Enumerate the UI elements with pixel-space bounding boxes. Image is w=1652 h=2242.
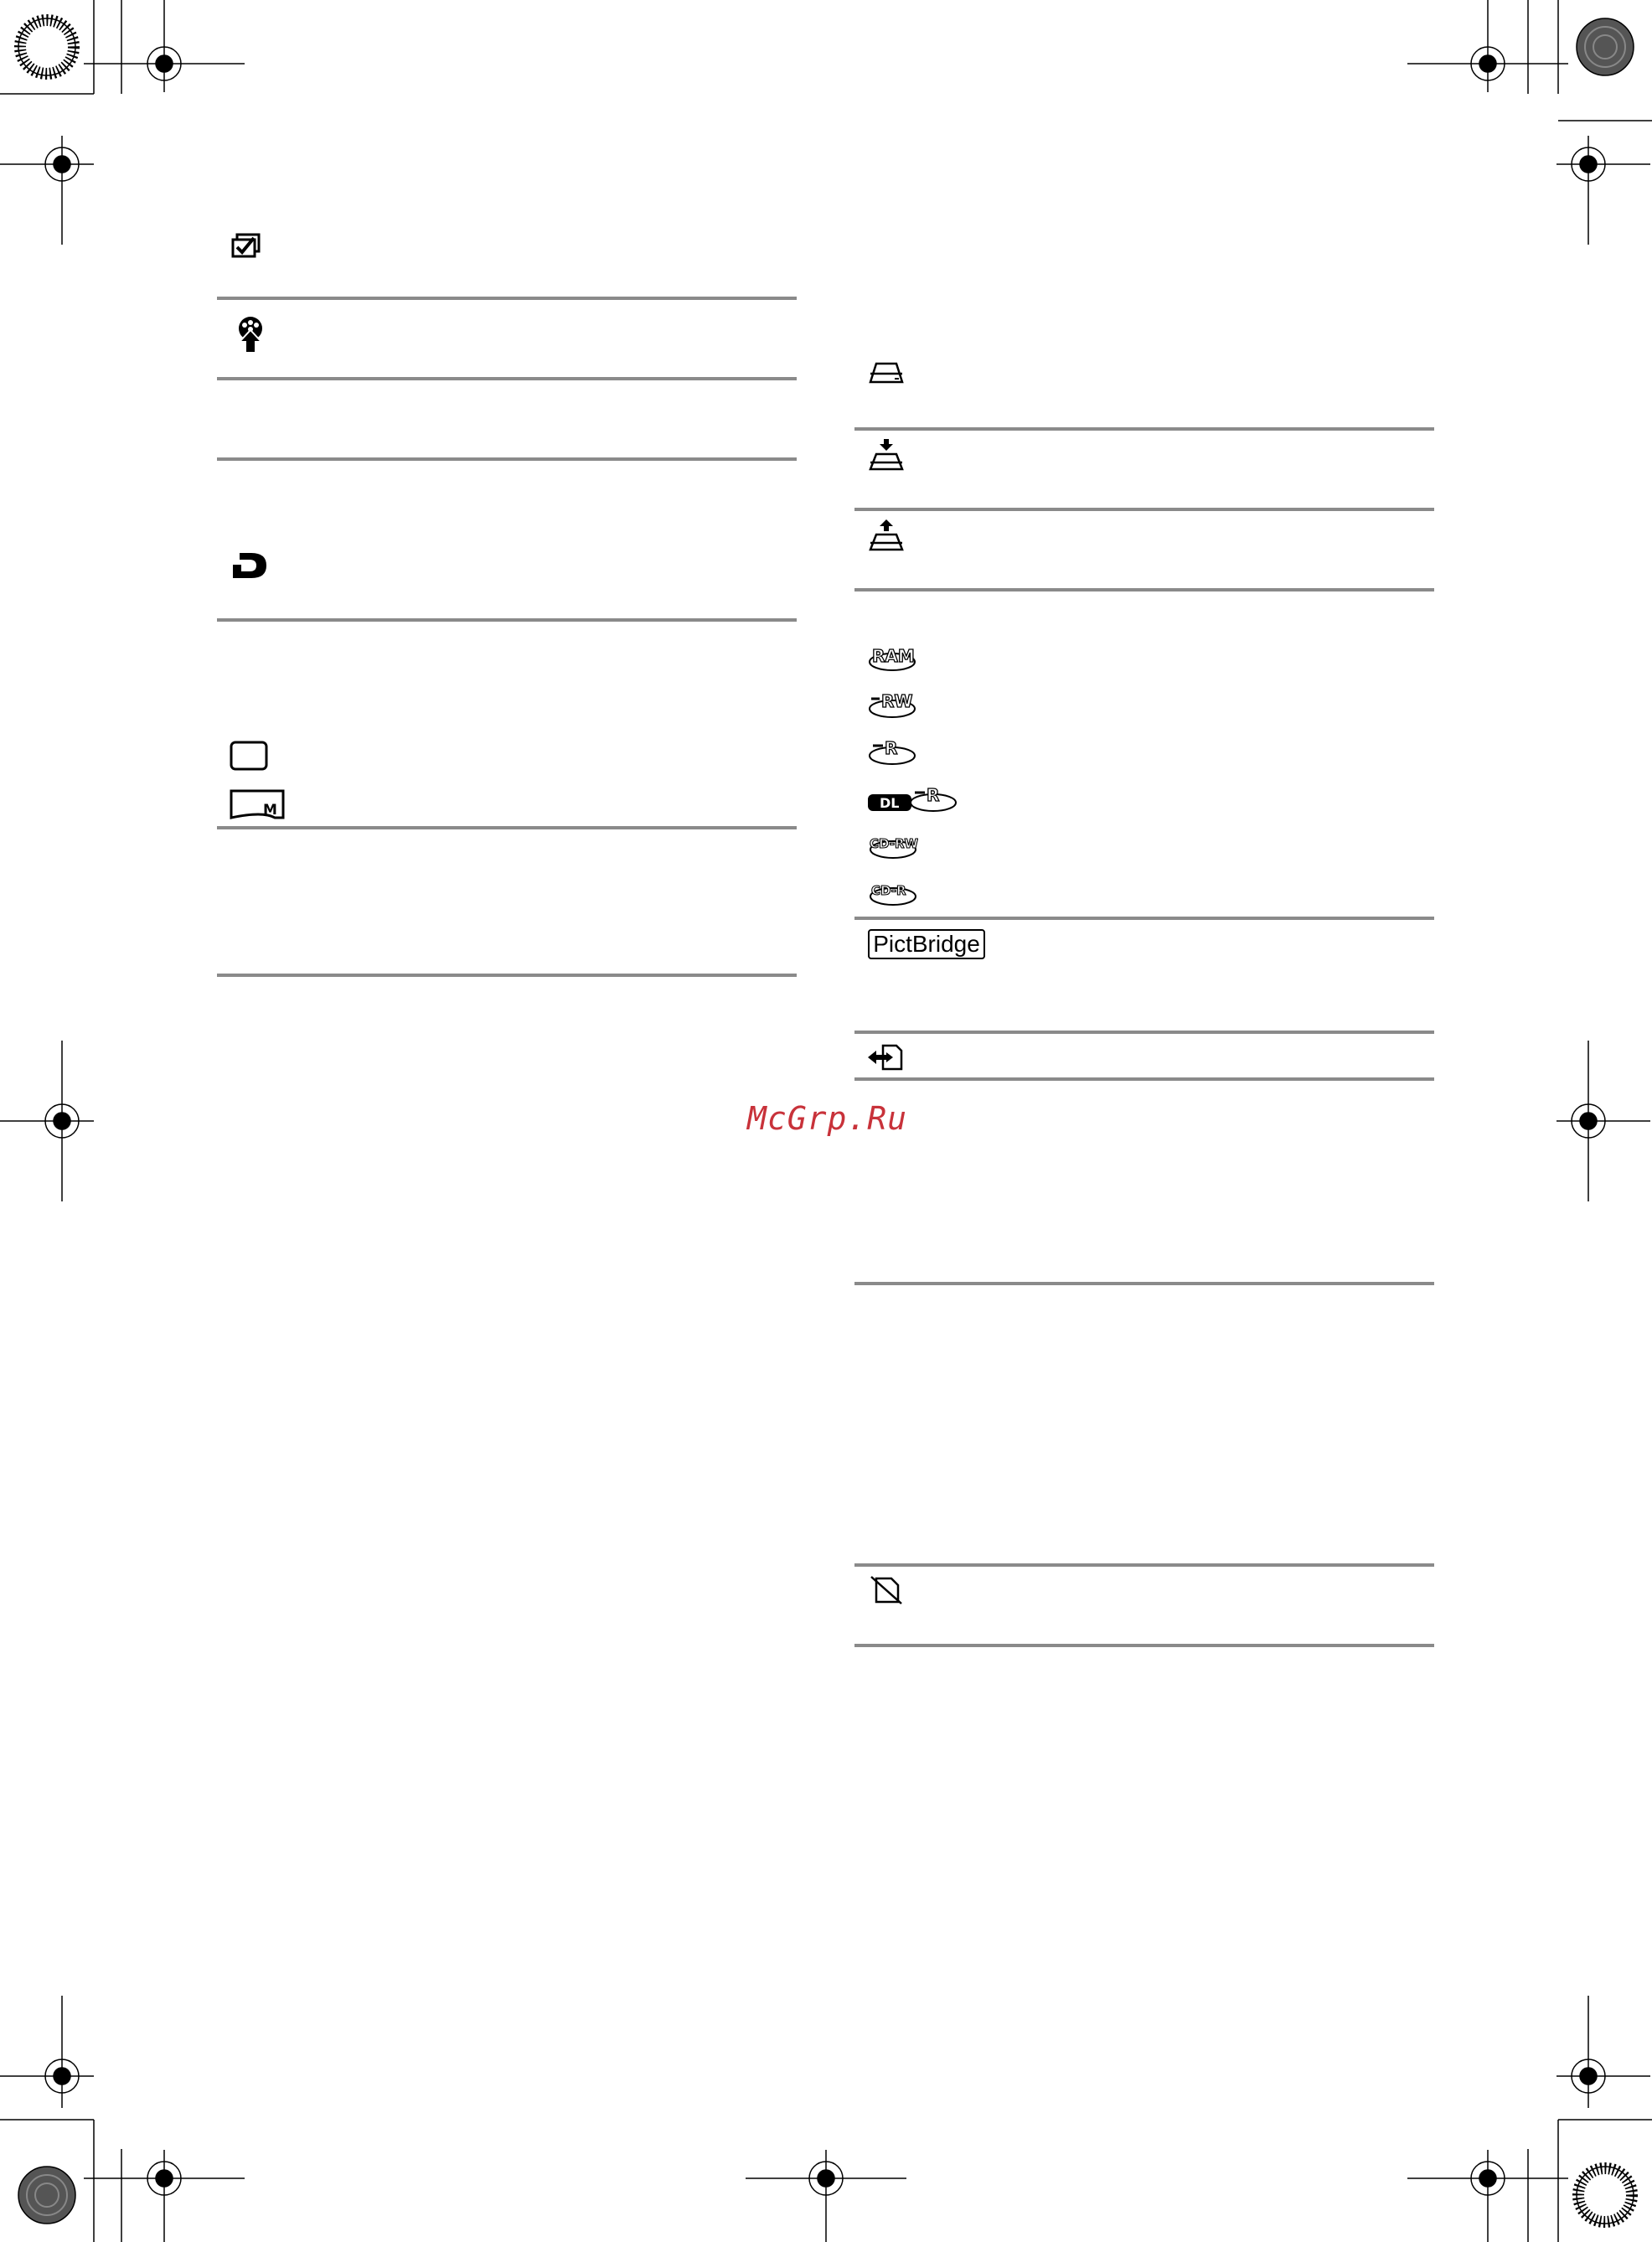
svg-text:R: R <box>927 785 940 805</box>
svg-text:RW: RW <box>881 691 913 711</box>
divider <box>854 1563 1434 1567</box>
cd-r-icon <box>868 876 918 907</box>
watermark: McGrp.Ru <box>747 1100 908 1137</box>
dvd-rw-icon <box>868 689 916 719</box>
dpof-icon <box>233 551 268 580</box>
divider <box>217 826 797 829</box>
wide-frame-icon <box>230 741 268 771</box>
memory-stick-icon <box>230 788 285 821</box>
divider <box>854 1644 1434 1647</box>
divider <box>217 974 797 977</box>
cd-rw-icon <box>868 829 918 860</box>
pictbridge-icon: PictBridge <box>868 929 985 959</box>
svg-text:DL: DL <box>880 795 900 811</box>
svg-text:R: R <box>885 738 898 758</box>
disk-export-icon <box>868 519 905 553</box>
no-card-icon <box>870 1575 903 1605</box>
divider <box>217 618 797 622</box>
divider <box>217 297 797 300</box>
svg-text:CD-RW: CD-RW <box>870 836 918 851</box>
divider <box>854 588 1434 591</box>
input-icon <box>868 1042 905 1072</box>
divider <box>217 377 797 380</box>
divider <box>854 1282 1434 1285</box>
dvd-ram-icon <box>868 642 916 672</box>
hard-disk-icon <box>868 360 905 385</box>
svg-text:M: M <box>263 802 277 819</box>
dvd-r-icon <box>868 736 916 766</box>
divider <box>854 427 1434 431</box>
divider <box>854 1077 1434 1081</box>
dvd-r-dl-icon <box>868 783 960 813</box>
divider <box>854 1031 1434 1034</box>
protect-check-icon <box>231 233 261 258</box>
divider <box>854 508 1434 511</box>
svg-text:CD-R: CD-R <box>871 883 906 898</box>
disk-import-icon <box>868 439 905 473</box>
svg-text:RAM: RAM <box>872 646 915 666</box>
divider <box>217 457 797 461</box>
divider <box>854 917 1434 920</box>
print-transfer-icon <box>233 315 268 354</box>
